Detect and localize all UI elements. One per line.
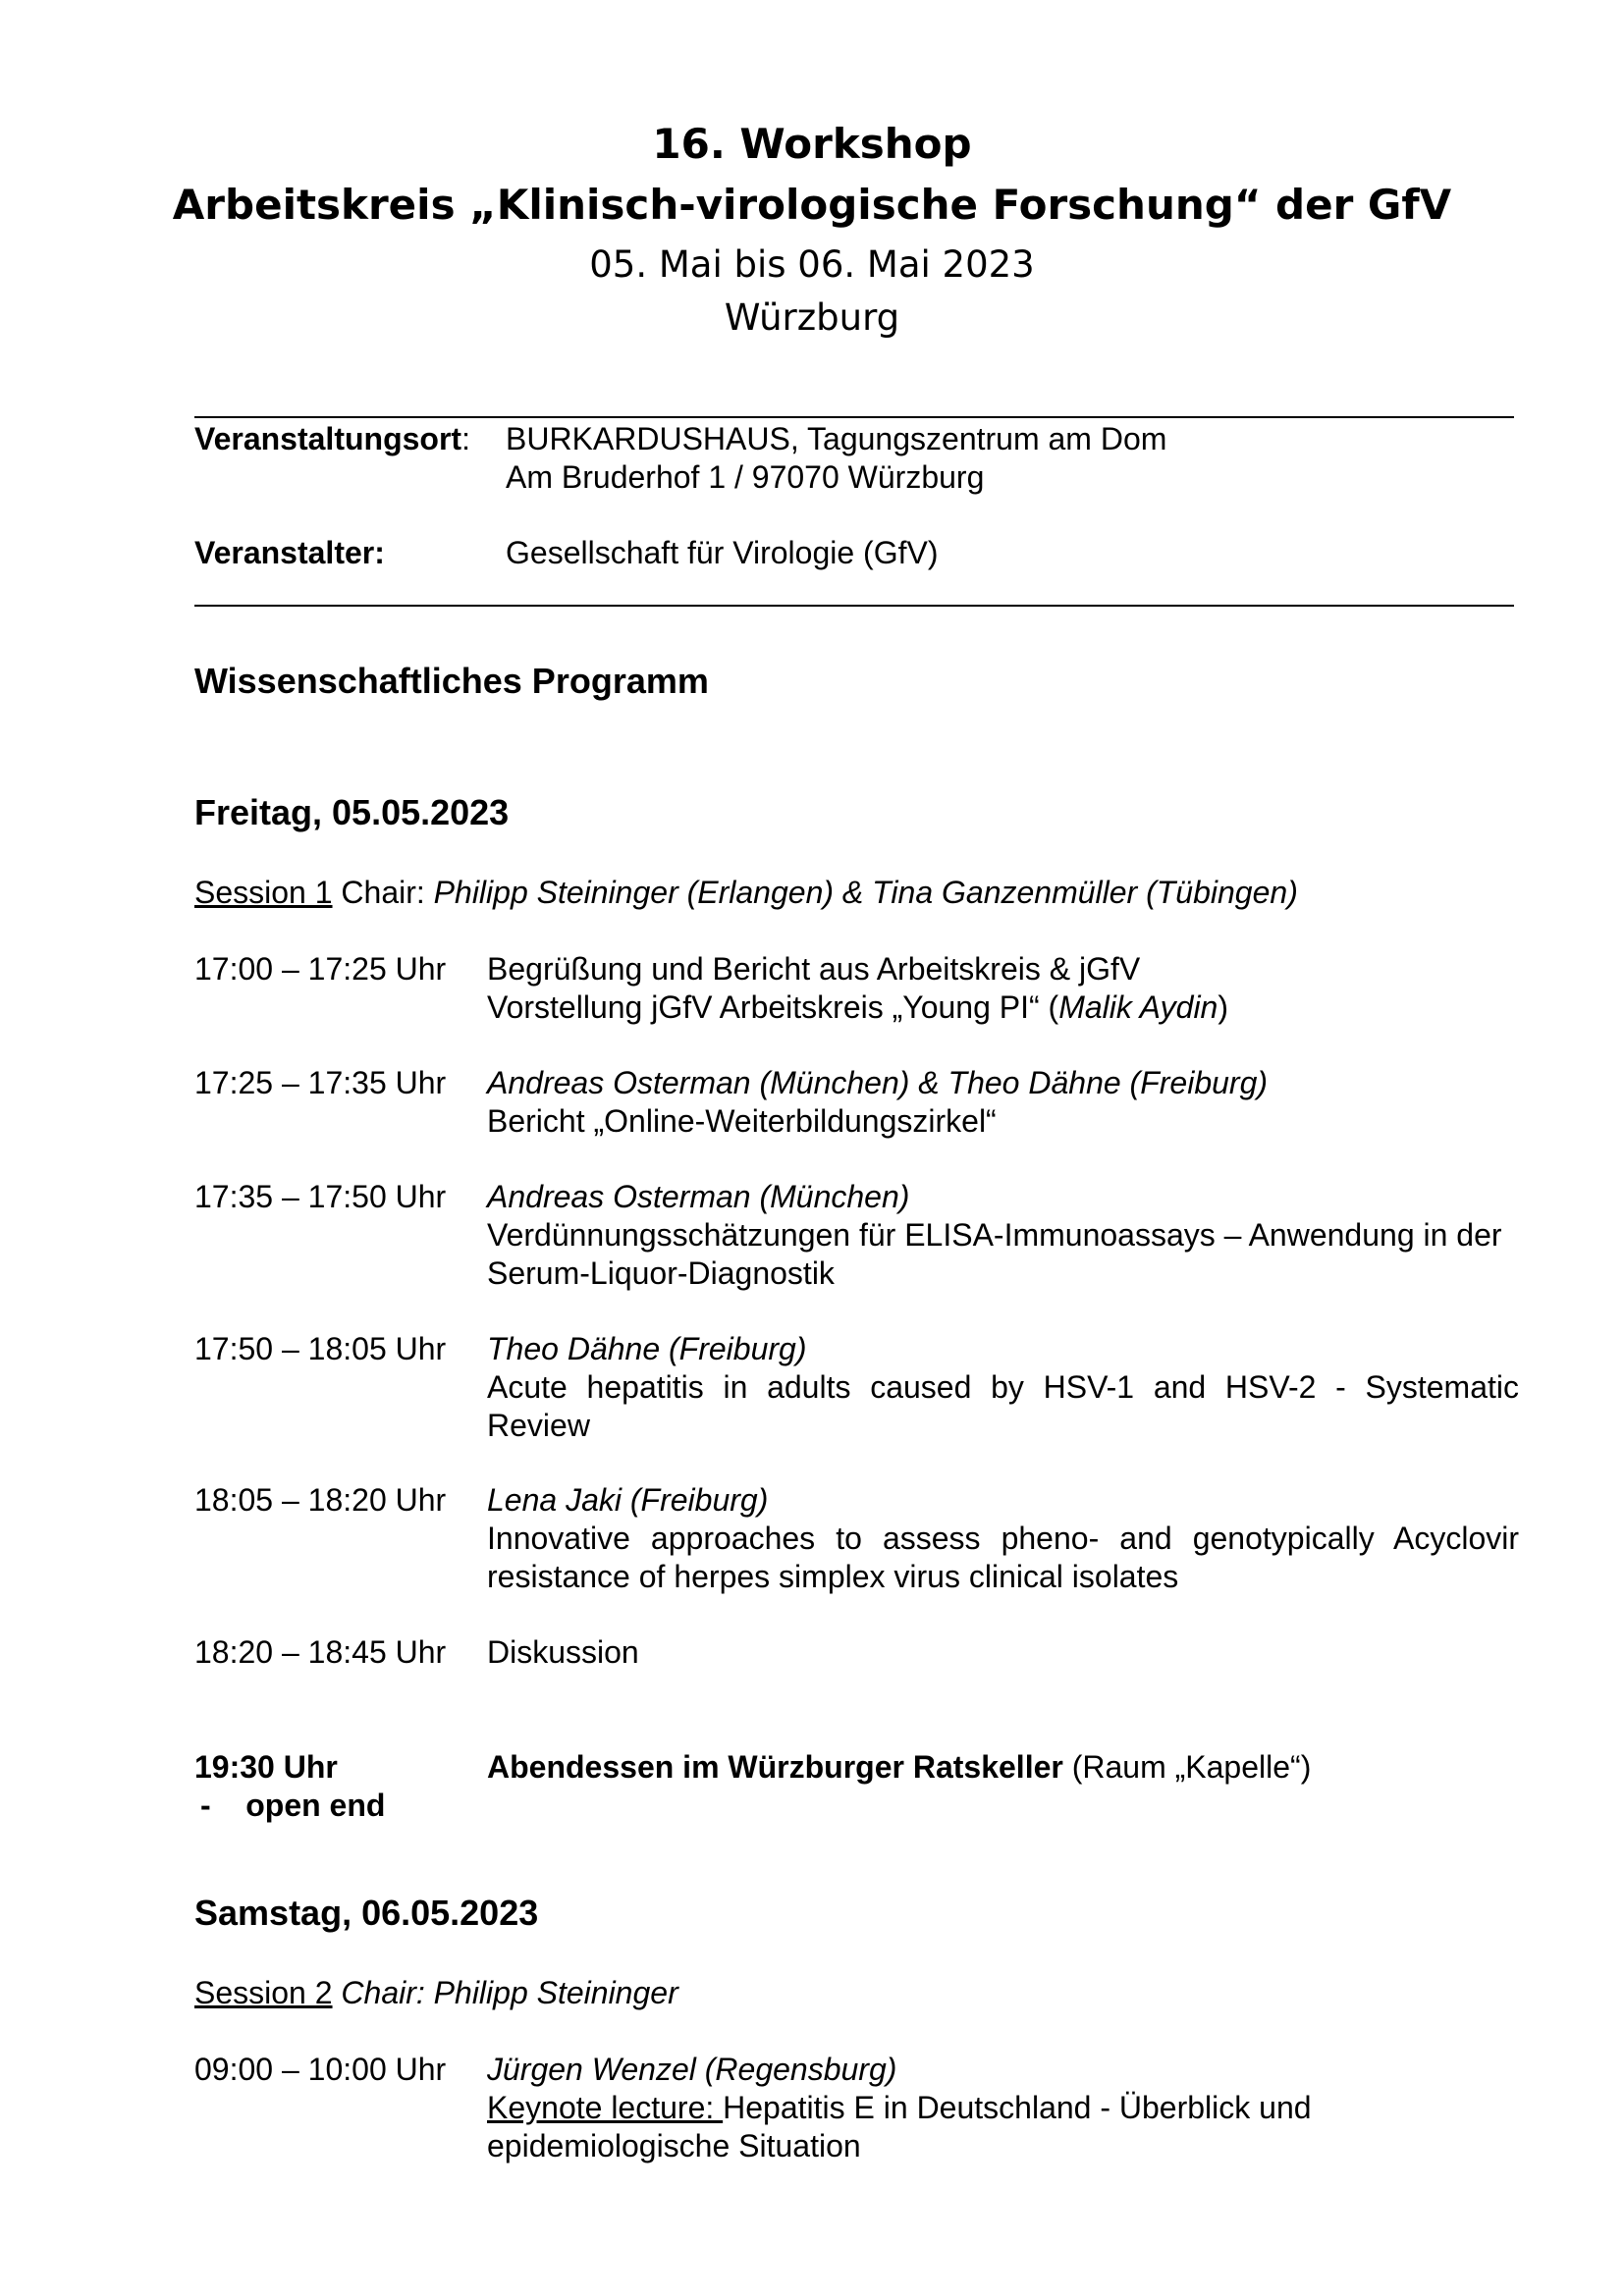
sat-item1-speaker: Jürgen Wenzel (Regensburg) <box>487 2052 897 2087</box>
session2-chair: Chair: Philipp Steininger <box>332 1975 678 2010</box>
item1-time: 17:00 – 17:25 Uhr <box>194 951 447 987</box>
session1-chairs: Philipp Steininger (Erlangen) & Tina Ganzenmüller (Tübingen) <box>433 875 1298 910</box>
friday-heading: Freitag, 05.05.2023 <box>194 792 510 832</box>
item6-time: 18:20 – 18:45 Uhr <box>194 1634 447 1670</box>
sat-item1-text: Keynote lecture: Hepatitis E in Deutschland - Überblick und <box>487 2090 1312 2125</box>
item4-speaker: Theo Dähne (Freiburg) <box>487 1331 807 1366</box>
item4-text: Acute hepatitis in adults caused by HSV-1 and HSV-2 - Systematic Review <box>487 1369 1519 1443</box>
top-divider <box>194 416 1514 418</box>
item3-speaker: Andreas Osterman (München) <box>487 1179 910 1214</box>
item3-text: Verdünnungsschätzungen für ELISA-Immunoassays – Anwendung in der Serum-Liquor-Diagnostik <box>487 1217 1502 1291</box>
workshop-city: Würzburg <box>724 296 900 339</box>
venue-label: Veranstaltungsort: <box>194 421 470 456</box>
saturday-heading: Samstag, 06.05.2023 <box>194 1893 539 1933</box>
session1-label: Session 1 <box>194 875 333 910</box>
item1-line2: Vorstellung jGfV Arbeitskreis „Young PI“ (Malik Aydin) <box>487 989 1228 1025</box>
dinner-time-end: - open end <box>200 1788 386 1823</box>
session1-line: Session 1 Chair: Philipp Steininger (Erlangen) & Tina Ganzenmüller (Tübingen) <box>194 875 1298 910</box>
item3-time: 17:35 – 17:50 Uhr <box>194 1179 447 1214</box>
keynote-label: Keynote lecture: <box>487 2090 724 2125</box>
organizer-value: Gesellschaft für Virologie (GfV) <box>506 535 939 570</box>
session2-label: Session 2 <box>194 1975 333 2010</box>
item2-text: Bericht „Online-Weiterbildungszirkel“ <box>487 1103 997 1139</box>
venue-line1: BURKARDUSHAUS, Tagungszentrum am Dom <box>506 421 1167 456</box>
organizer-label: Veranstalter: <box>194 535 385 570</box>
item1-line1: Begrüßung und Bericht aus Arbeitskreis & jGfV <box>487 951 1141 987</box>
item4-time: 17:50 – 18:05 Uhr <box>194 1331 447 1366</box>
item2-speaker: Andreas Osterman (München) & Theo Dähne (Freiburg) <box>487 1065 1269 1100</box>
item2-time: 17:25 – 17:35 Uhr <box>194 1065 447 1100</box>
workshop-subtitle: Arbeitskreis „Klinisch-virologische Forschung“ der GfV <box>172 181 1452 229</box>
workshop-dates: 05. Mai bis 06. Mai 2023 <box>589 243 1035 286</box>
venue-line2: Am Bruderhof 1 / 97070 Würzburg <box>506 459 985 495</box>
bottom-divider <box>194 605 1514 607</box>
item6-text: Diskussion <box>487 1634 639 1670</box>
session2-line <box>194 1974 678 2012</box>
item5-speaker: Lena Jaki (Freiburg) <box>487 1482 769 1518</box>
dinner-time: 19:30 Uhr <box>194 1749 338 1785</box>
item5-time: 18:05 – 18:20 Uhr <box>194 1482 447 1518</box>
sat-item1-text-line2: epidemiologische Situation <box>487 2128 861 2163</box>
sat-item1-time: 09:00 – 10:00 Uhr <box>194 2052 447 2087</box>
dinner-title: Abendessen im Würzburger Ratskeller (Raum „Kapelle“) <box>487 1749 1312 1785</box>
program-title: Wissenschaftliches Programm <box>194 661 709 701</box>
workshop-title: 16. Workshop <box>652 120 972 168</box>
item5-text: Innovative approaches to assess pheno- and genotypically Acyclovir resistance of herpes simplex virus clinical isolates <box>487 1521 1519 1594</box>
